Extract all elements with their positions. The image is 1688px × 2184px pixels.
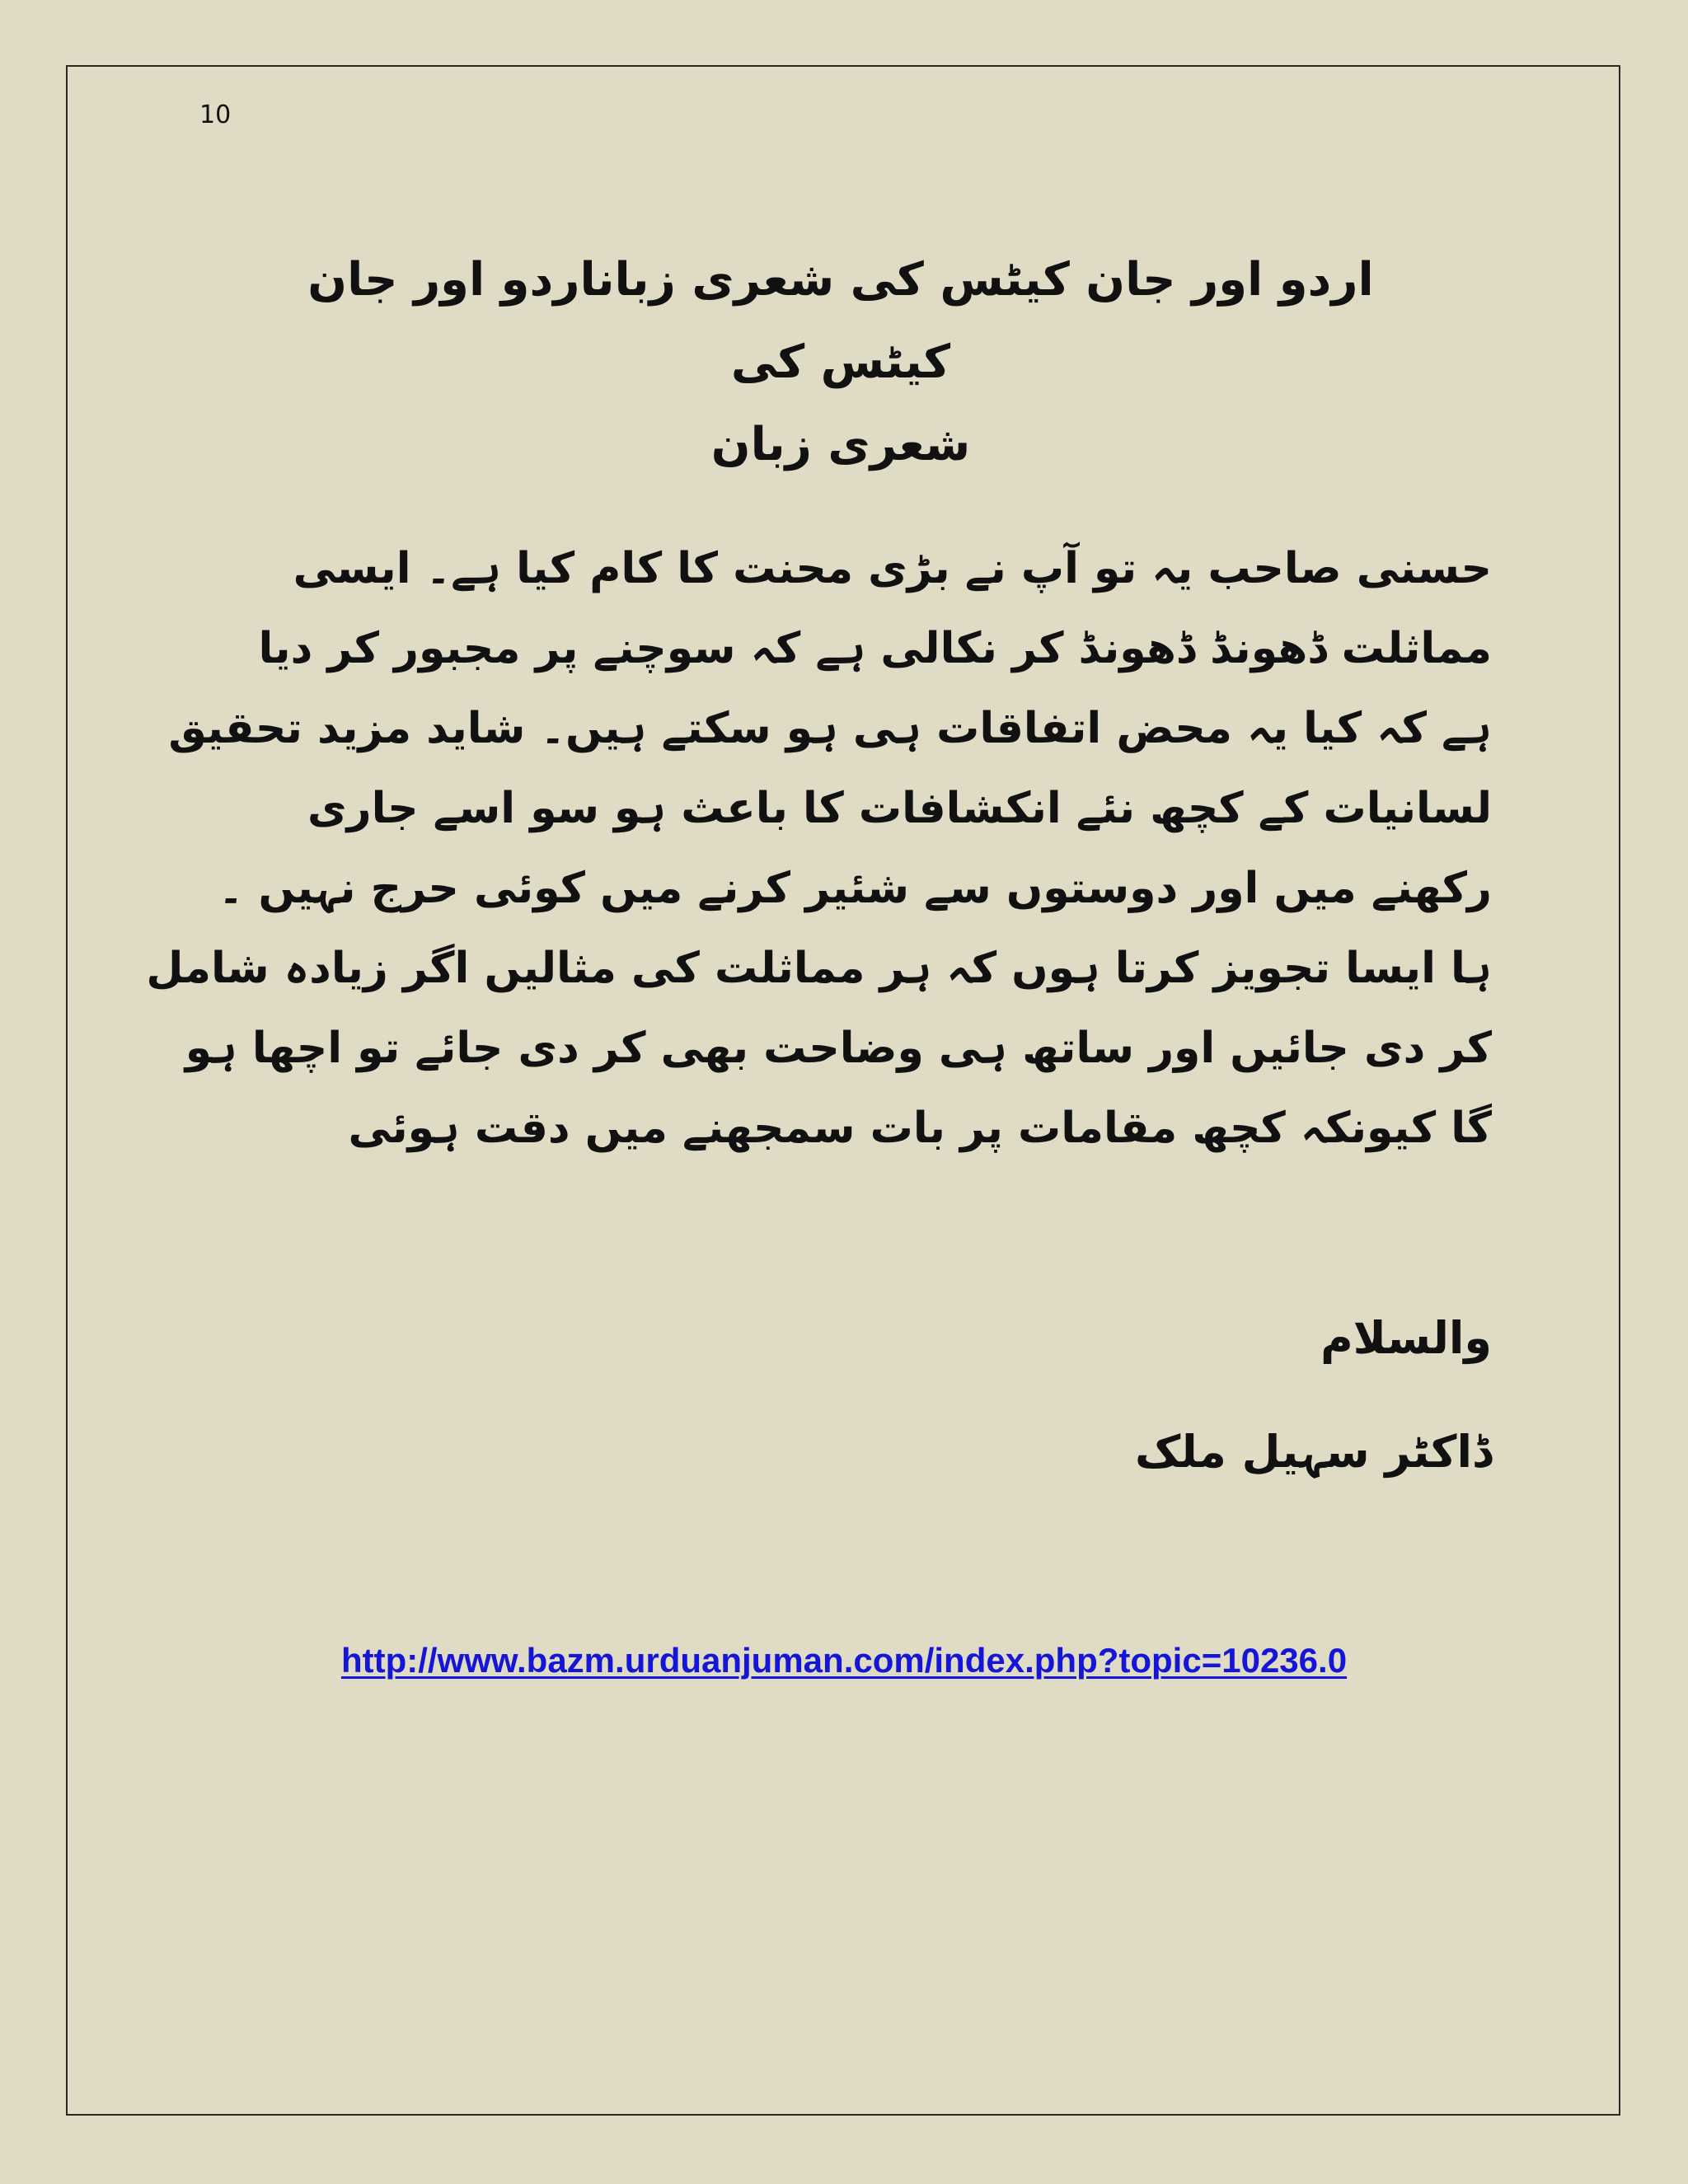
source-link-container <box>0 1636 1688 1685</box>
body-line: رکھنے میں اور دوستوں سے شئیر کرنے میں کوئی حرج نہیں ۔ <box>218 864 1492 913</box>
body-line: گا کیونکہ کچھ مقامات پر بات سمجھنے میں دقت ہوئی <box>348 1104 1492 1153</box>
page-number: 10 <box>199 101 232 129</box>
source-link[interactable]: http://www.bazm.urduanjuman.com/index.php?topic=10236.0 <box>340 1641 1348 1680</box>
document-title <box>247 239 1434 486</box>
closing-salutation: والسلام <box>1320 1312 1492 1364</box>
body-line: کر دی جائیں اور ساتھ ہی وضاحت بھی کر دی جائے تو اچھا ہو <box>185 1024 1492 1073</box>
body-line: لسانیات کے کچھ نئے انکشافات کا باعث ہو سو اسے جاری <box>307 784 1492 833</box>
title-line-2: شعری زبان <box>710 418 971 471</box>
title-line-1: اردو اور جان کیٹس کی شعری زباناردو اور جان کیٹس کی <box>307 253 1374 389</box>
body-line: ہا ایسا تجویز کرتا ہوں کہ ہر مماثلت کی مثالیں اگر زیادہ شامل <box>146 944 1492 993</box>
author-signature: ڈاکٹر سہیل ملک <box>1135 1426 1492 1478</box>
body-line: ہے کہ کیا یہ محض اتفاقات ہی ہو سکتے ہیں۔ شاید مزید تحقیق <box>168 704 1492 753</box>
body-line: مماثلت ڈھونڈ ڈھونڈ کر نکالی ہے کہ سوچنے پر مجبور کر دیا <box>258 624 1492 673</box>
body-paragraph <box>146 529 1492 1169</box>
body-line: حسنی صاحب یہ تو آپ نے بڑی محنت کا کام کیا ہے۔ ایسی <box>293 544 1492 593</box>
